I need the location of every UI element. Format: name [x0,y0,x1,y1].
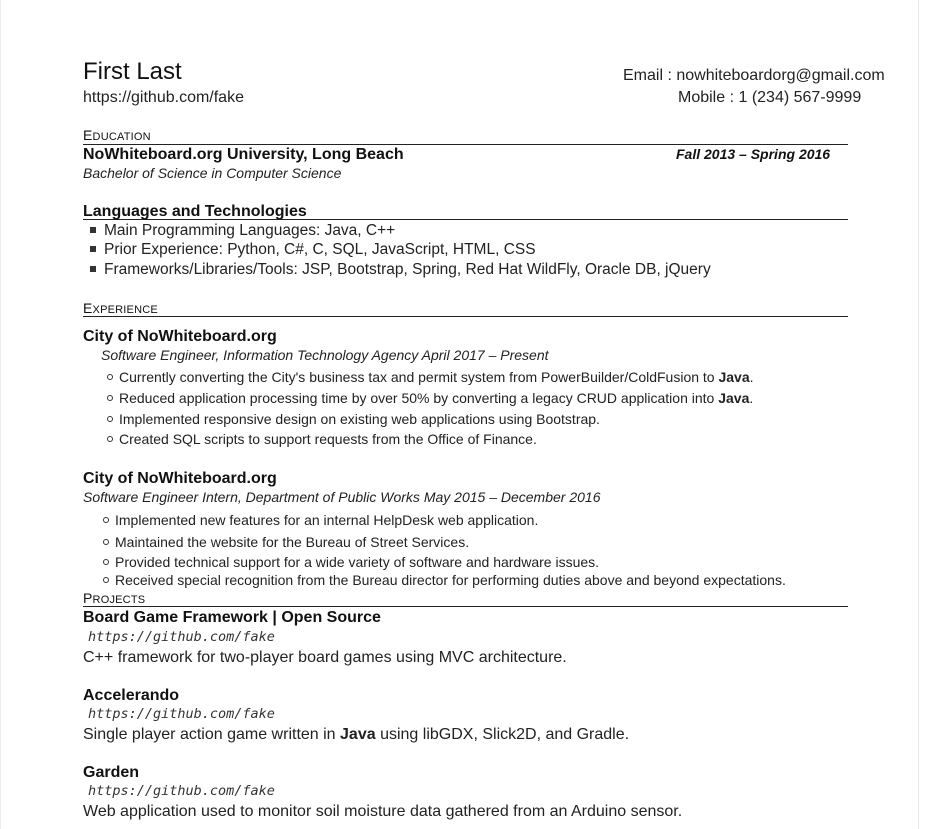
project-title: Accelerando [83,687,180,704]
project-description: Single player action game written in Java using libGDX, Slick2D, and Gradle. [83,726,630,743]
language-item: Main Programming Languages: Java, C++ [83,222,395,240]
languages-heading: Languages and Technologies [83,203,307,220]
job-bullet: Reduced application processing time by over 50% by converting a legacy CRUD application into Java. [107,390,753,406]
education-dates: Fall 2013 – Spring 2016 [676,146,831,162]
bullet-icon [90,227,96,233]
bullet-icon [90,266,96,272]
languages-divider [83,219,848,220]
bullet-icon [107,416,113,422]
language-item: Frameworks/Libraries/Tools: JSP, Bootstrap, Spring, Red Hat WildFly, Oracle DB, jQuery [83,261,711,279]
school-name: NoWhiteboard.org University, Long Beach [83,146,404,163]
project-description: C++ framework for two-player board games using MVC architecture. [83,649,567,666]
bullet-icon [107,374,113,380]
bullet-icon [107,436,113,442]
email-contact[interactable]: Email : nowhiteboardorg@gmail.com [623,67,885,84]
job-bullet: Implemented responsive design on existing web applications using Bootstrap. [107,411,600,427]
mobile-contact: Mobile : 1 (234) 567-9999 [678,89,862,106]
project-link[interactable]: https://github.com/fake [88,706,275,722]
job-bullet: Implemented new features for an internal HelpDesk web application. [103,512,538,528]
resume-name: First Last [83,58,182,85]
project-title: Board Game Framework | Open Source [83,609,381,626]
job-bullet: Received special recognition from the Bureau director for performing duties above and beyond expectations. [103,572,786,588]
projects-divider [83,606,848,607]
project-link[interactable]: https://github.com/fake [88,783,275,799]
bullet-icon [103,577,109,583]
education-divider [83,144,848,145]
job-org: City of NoWhiteboard.org [83,328,277,345]
bullet-icon [103,539,109,545]
bullet-icon [90,246,96,252]
github-link[interactable]: https://github.com/fake [83,89,244,106]
experience-heading: EXPERIENCE [83,300,158,316]
projects-heading: PROJECTS [83,590,146,606]
project-title: Garden [83,764,140,781]
bullet-icon [107,395,113,401]
job-bullet: Currently converting the City's business tax and permit system from PowerBuilder/ColdFusion to Java. [107,369,754,385]
job-role: Software Engineer, Information Technology Agency April 2017 – Present [101,347,549,363]
job-bullet: Created SQL scripts to support requests from the Office of Finance. [107,431,537,447]
bullet-icon [103,559,109,565]
experience-divider [83,316,848,317]
job-org: City of NoWhiteboard.org [83,470,277,487]
bullet-icon [103,517,109,523]
job-bullet: Maintained the website for the Bureau of Street Services. [103,534,469,550]
project-link[interactable]: https://github.com/fake [88,629,275,645]
project-description: Web application used to monitor soil moisture data gathered from an Arduino sensor. [83,803,683,820]
degree: Bachelor of Science in Computer Science [83,165,342,181]
language-item: Prior Experience: Python, C#, C, SQL, JavaScript, HTML, CSS [83,241,536,259]
education-heading: EDUCATION [83,127,151,143]
job-bullet: Provided technical support for a wide variety of software and hardware issues. [103,554,599,570]
job-role: Software Engineer Intern, Department of Public Works May 2015 – December 2016 [83,489,601,505]
